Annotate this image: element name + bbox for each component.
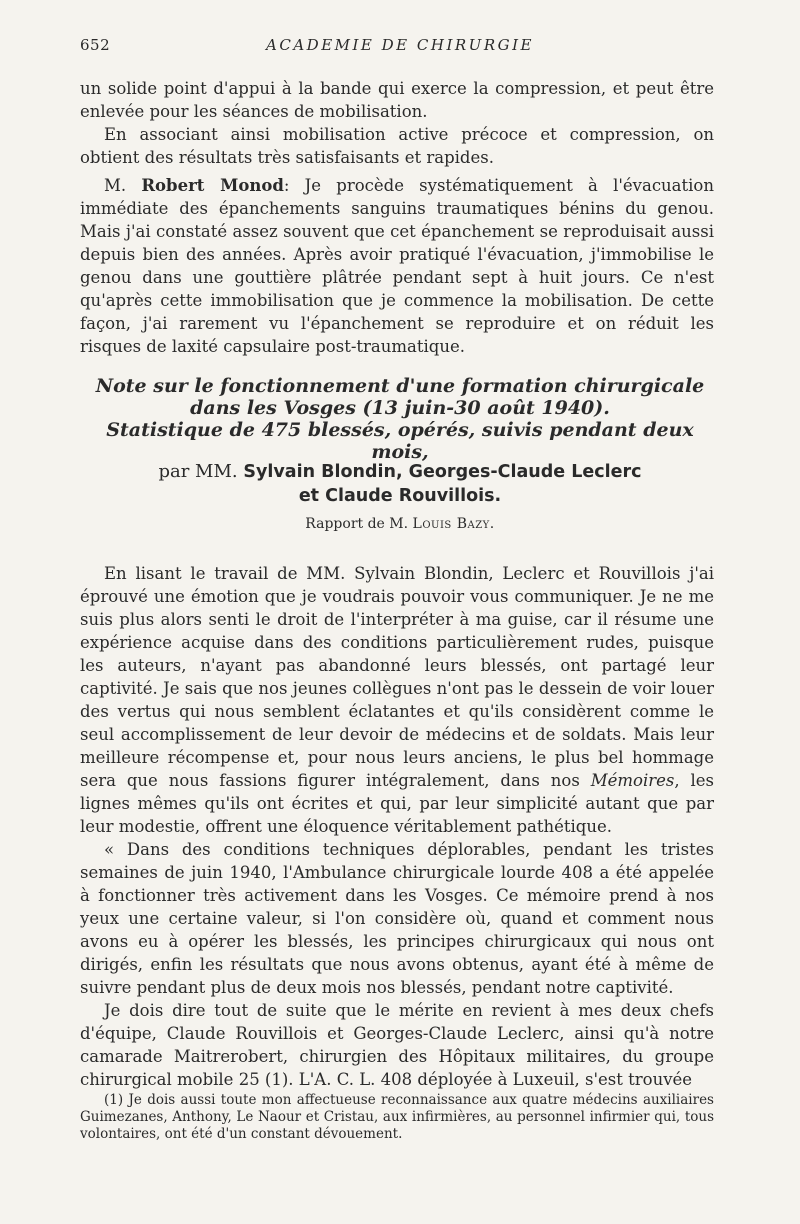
page-header	[80, 36, 720, 58]
continuation-text	[80, 77, 714, 169]
memoires-italic: Mémoires	[590, 771, 675, 790]
paragraph: En lisant le travail de MM. Sylvain Blondin, Leclerc et Rouvillois j'ai éprouvé une émotion que je voudrais pouvoir vous communiquer. Je ne me suis plus alors senti le droit de l'interpréter à ma guise, car il résume une expérience acquise dans des conditions particulièrement rudes, puisque les auteurs, n'ayant pas abandonné leurs blessés, ont partagé leur captivité. Je sais que nos jeunes collègues n'ont pas le dessein de voir louer des vertus qui nous semblent éclatantes et qu'ils considèrent comme le seul accomplissement de leur devoir de médecins et de soldats. Mais leur meilleure récompense et, pour nous leurs anciens, le plus bel hommage sera que nous fassions figurer intégralement, dans nos Mémoires, les lignes mêmes qu'ils ont écrites et qui, par leur simplicité autant que par leur modestie, offrent une éloquence véritablement pathétique.	[80, 564, 714, 836]
title-line: dans les Vosges (13 juin-30 août 1940).	[190, 397, 610, 419]
author-names: et Claude Rouvillois.	[298, 486, 502, 506]
rapporteur-line	[80, 516, 720, 532]
page-number: 652	[80, 36, 111, 54]
title-line: Note sur le fonctionnement d'une formation chirurgicale	[95, 375, 705, 397]
speaker-prefix: M.	[104, 176, 142, 195]
article-body	[80, 562, 714, 1091]
article-title	[80, 375, 720, 463]
paragraph	[80, 174, 714, 358]
paragraph: « Dans des conditions techniques déplorables, pendant les tristes semaines de juin 1940, l'Ambulance chirurgicale lourde 408 a été appelée à fonctionner très activement dans les Vosges. Ce mémoire prend à nos yeux une certaine valeur, si l'on considère où, quand et comment nous avons eu à opérer les blessés, les principes chirurgicaux qui nous ont dirigés, enfin les résultats que nous avons obtenus, ayant été à même de suivre pendant plus de deux mois nos blessés, pendant notre captivité.	[80, 840, 714, 997]
paragraph: En associant ainsi mobilisation active précoce et compression, on obtient des résultats très satisfaisants et rapides.	[80, 125, 714, 167]
author-names: Sylvain Blondin, Georges-Claude Leclerc	[243, 462, 642, 482]
paragraph: un solide point d'appui à la bande qui exerce la compression, et peut être enlevée pour les séances de mobilisation.	[80, 79, 714, 121]
by-label: par MM.	[158, 461, 244, 482]
monod-remark	[80, 174, 714, 358]
running-title: ACADEMIE DE CHIRURGIE	[266, 36, 534, 54]
footnote-text: (1) Je dois aussi toute mon affectueuse reconnaissance aux quatre médecins auxiliaires Guimezanes, Anthony, Le Naour et Cristau, aux infirmières, au personnel infirmier qui, tous volontaires, ont été d'un constant dévouement.	[80, 1092, 714, 1142]
rapporteur-name: Louis Bazy.	[412, 516, 495, 532]
title-line: Statistique de 475 blessés, opérés, suivis pendant deux mois,	[106, 419, 694, 463]
authors	[80, 460, 720, 508]
footnote	[80, 1092, 714, 1143]
remark-text: : Je procède systématiquement à l'évacuation immédiate des épanchements sanguins traumatiques bénins du genou. Mais j'ai constaté assez souvent que cet épanchement se reproduisait aussi depuis bien des années. Après avoir pratiqué l'évacuation, j'immobilise le genou dans une gouttière plâtrée pendant sept à huit jours. Ce n'est qu'après cette immobilisation que je commence la mobilisation. De cette façon, j'ai rarement vu l'épanchement se reproduire et on réduit les risques de laxité capsulaire post-traumatique.	[80, 176, 714, 356]
speaker-name: Robert Monod	[141, 176, 284, 195]
paragraph: Je dois dire tout de suite que le mérite en revient à mes deux chefs d'équipe, Claude Rouvillois et Georges-Claude Leclerc, ainsi qu'à notre camarade Maitrerobert, chirurgien des Hôpitaux militaires, du groupe chirurgical mobile 25 (1). L'A. C. L. 408 déployée à Luxeuil, s'est trouvée	[80, 1001, 714, 1089]
rapport-prefix: Rapport de M.	[305, 516, 413, 532]
